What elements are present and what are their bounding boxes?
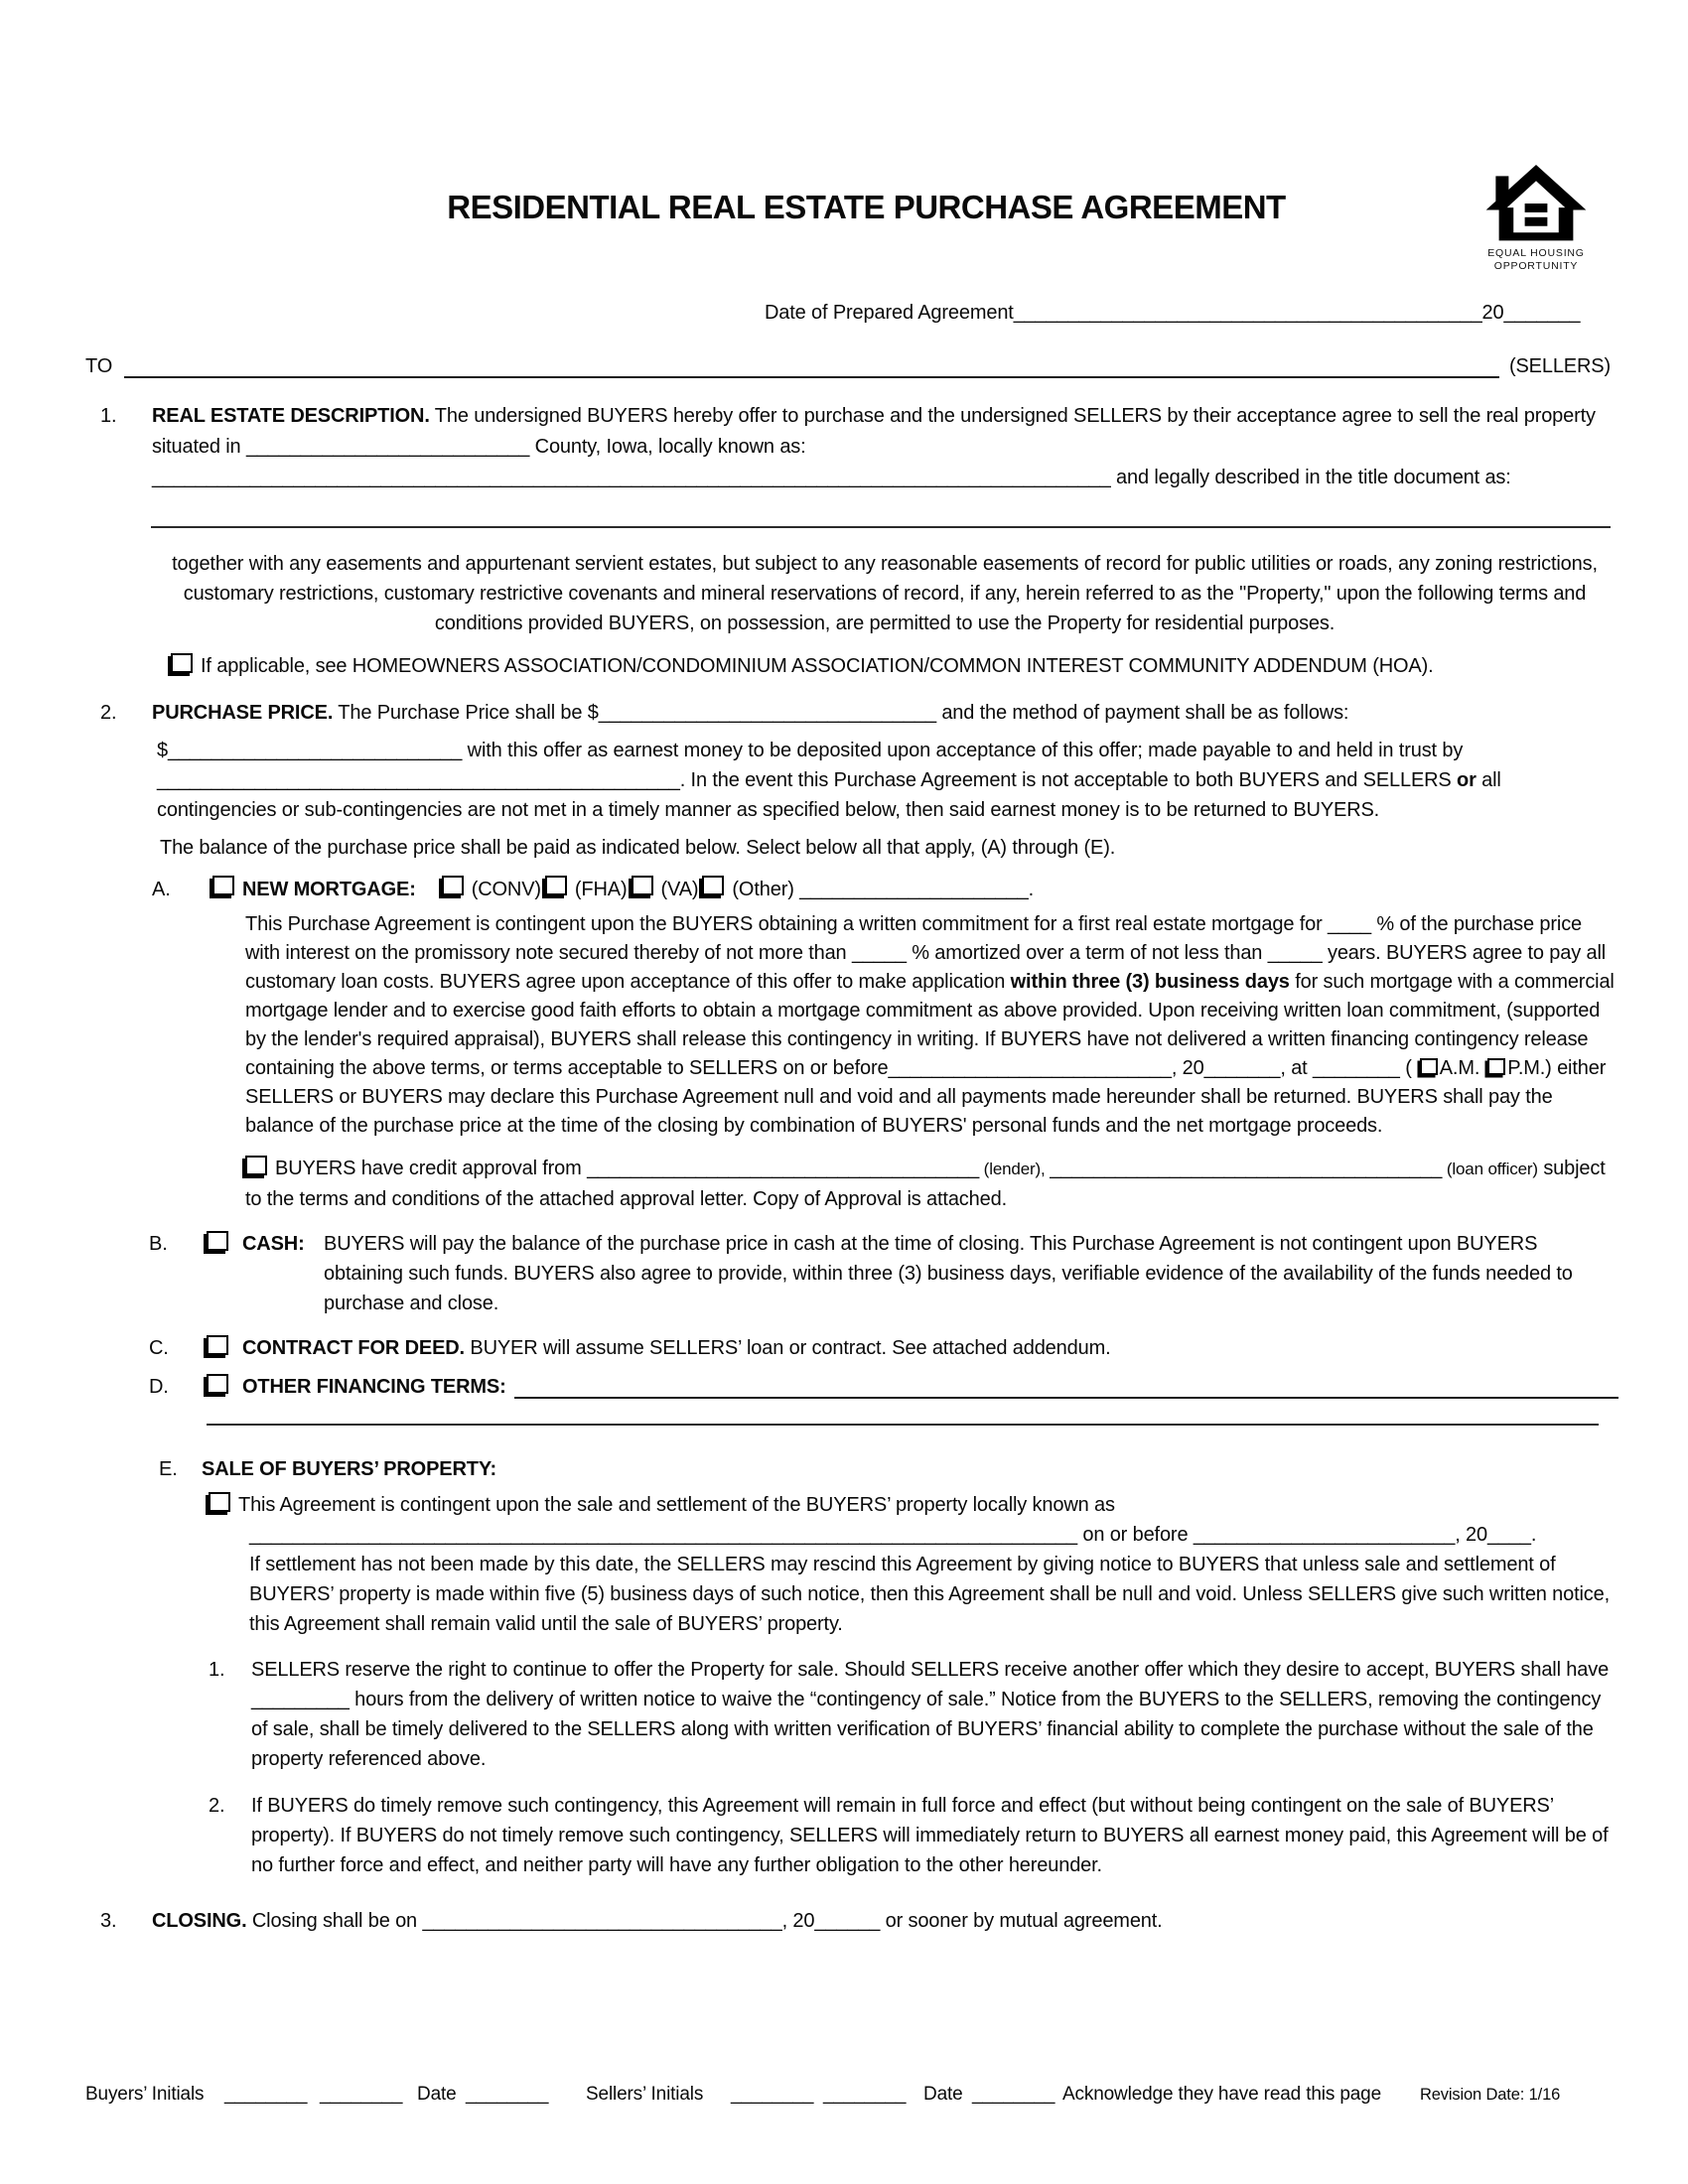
other-checkbox[interactable]	[702, 876, 724, 895]
other-label: (Other)	[732, 879, 794, 900]
e-subsection-1	[209, 1655, 1618, 1774]
s1-legal-text: and legally described in the title document as:	[1110, 467, 1511, 488]
settlement-year-text: , 20	[1455, 1524, 1487, 1546]
interest-percent-blank[interactable]: _____	[851, 942, 907, 964]
contract-for-deed-label: CONTRACT FOR DEED.	[242, 1337, 465, 1359]
document-body	[0, 396, 1688, 1936]
earnest-text: with this offer as earnest money to be deposited upon acceptance of this offer; made payable to and held in trust by	[462, 740, 1464, 761]
cash-text: BUYERS will pay the balance of the purchase price in cash at the time of closing. This Purchase Agreement is not contingent upon BUYERS obtaining such funds. BUYERS also agree to provide, within three (3) business days, verifiable evidence of the availability of the funds needed to purchase and close.	[324, 1233, 1573, 1314]
buyers-initials-label: Buyers’ Initials	[85, 2084, 205, 2105]
option-d-letter: D.	[149, 1376, 169, 1398]
other-financing-blank-line2[interactable]	[207, 1424, 1599, 1426]
closing-text-2: or sooner by mutual agreement.	[880, 1910, 1163, 1932]
section-purchase-price	[100, 698, 1618, 728]
closing-year-blank[interactable]: ______	[814, 1910, 881, 1932]
a-text-3: % amortized over a term of not less than	[906, 942, 1268, 964]
credit-approval-checkbox[interactable]	[245, 1156, 267, 1175]
closing-date-blank[interactable]: _________________________________	[422, 1910, 782, 1932]
option-a-row	[152, 875, 1618, 904]
section-2-heading: PURCHASE PRICE.	[152, 702, 334, 724]
section-real-estate-description	[100, 401, 1618, 493]
page-footer	[85, 2082, 1624, 2114]
equal-housing-caption-line2: OPPORTUNITY	[1493, 260, 1579, 272]
section-closing	[100, 1906, 1618, 1936]
am-label: A.M.	[1439, 1057, 1480, 1079]
new-mortgage-label: NEW MORTGAGE:	[242, 879, 416, 900]
earnest-money-paragraph	[157, 736, 1618, 825]
hoa-checkbox[interactable]	[171, 653, 193, 673]
section-3-number: 3.	[100, 1910, 117, 1932]
sellers-initials-blank-2[interactable]: ________	[823, 2084, 907, 2105]
prepared-date-row	[765, 298, 1580, 328]
after-or-text: all contingencies or sub-contingencies are not met in a timely manner as specified below, then said earnest money is to be returned to BUYERS.	[157, 769, 1501, 821]
buyers-property-blank[interactable]: ____________________________________________________________________________	[249, 1524, 1077, 1546]
fha-label: (FHA)	[574, 879, 628, 900]
closing-year-text: , 20	[781, 1910, 815, 1932]
option-e-row	[159, 1454, 1618, 1484]
sale-contingency-checkbox[interactable]	[209, 1492, 230, 1512]
am-checkbox[interactable]	[1420, 1058, 1438, 1075]
s2-intro2-text: and the method of payment shall be as follows:	[935, 702, 1349, 724]
revision-date-text: Revision Date: 1/16	[1420, 2086, 1561, 2104]
s1-together-paragraph: together with any easements and appurtenant servient estates, but subject to any reasonable easements of record for public utilities or roads, any zoning restrictions, customary restrictions, customary restrictive covenants and mineral reservations of record, if any, herein referred to as the "Property," upon the following terms and conditions provided BUYERS, on possession, are permitted to use the Property for residential purposes.	[172, 553, 1598, 634]
lender-label: (lender),	[979, 1160, 1051, 1178]
sellers-date-blank[interactable]: ________	[972, 2084, 1055, 2105]
equal-housing-house-icon	[1484, 163, 1588, 244]
va-checkbox[interactable]	[632, 876, 653, 895]
fha-checkbox[interactable]	[545, 876, 567, 895]
release-year-blank[interactable]: _______	[1203, 1057, 1281, 1079]
balance-paragraph: The balance of the purchase price shall be paid as indicated below. Select below all that apply, (A) through (E).	[160, 837, 1116, 859]
a-text-9: ) either SELLERS or BUYERS may declare this Purchase Agreement null and void and all payments made hereunder shall be returned. BUYERS shall pay the balance of the purchase price at the time of the closing by combination of BUYERS' personal funds and the net mortgage proceeds.	[245, 1057, 1607, 1137]
loan-officer-blank[interactable]: ____________________________________	[1050, 1158, 1443, 1179]
other-financing-blank[interactable]	[514, 1375, 1618, 1399]
contract-for-deed-text: BUYER will assume SELLERS’ loan or contract. See attached addendum.	[464, 1337, 1111, 1359]
option-d-row	[149, 1372, 1618, 1402]
section-1-heading: REAL ESTATE DESCRIPTION.	[152, 405, 430, 427]
conv-label: (CONV)	[471, 879, 541, 900]
prepared-year-blank[interactable]: _______	[1503, 302, 1581, 324]
prepared-date-blank[interactable]: ___________________________________________	[1013, 302, 1482, 324]
buyers-initials-blank-2[interactable]: ________	[320, 2084, 403, 2105]
buyers-date-label: Date	[417, 2084, 457, 2105]
settlement-year-blank[interactable]: ____	[1486, 1524, 1531, 1546]
a-text-5: for such mortgage with a commercial mortgage lender and to exercise good faith efforts to obtain a mortgage commitment as above provided. Upon receiving written loan commitment, (supported by the lender's required appraisal), BUYERS shall release this contingency in writing. If BUYERS have not delivered a written financing contingency release containing the above terms, or terms acceptable to SELLERS on or before	[245, 971, 1615, 1079]
or-bold: or	[1457, 769, 1477, 791]
hours-blank[interactable]: _________	[251, 1689, 350, 1710]
s1-county-text: County, Iowa, locally known as:	[529, 436, 806, 458]
option-b-letter: B.	[149, 1233, 168, 1255]
e-subsection-2	[209, 1791, 1618, 1880]
cash-checkbox[interactable]	[207, 1231, 228, 1251]
county-blank[interactable]: __________________________	[245, 436, 530, 458]
pm-checkbox[interactable]	[1487, 1058, 1505, 1075]
purchase-price-blank[interactable]: _______________________________	[598, 702, 936, 724]
to-label: TO	[85, 355, 113, 377]
s1-intro-text: The undersigned BUYERS hereby offer to purchase and the undersigned SELLERS by their acceptance agree to sell the real property situated in	[152, 405, 1596, 458]
prepared-year-prefix: 20	[1481, 302, 1504, 324]
buyers-property-address-row	[249, 1520, 1618, 1550]
a-text-1: This Purchase Agreement is contingent upon the BUYERS obtaining a written commitment for a first real estate mortgage for	[245, 913, 1329, 935]
other-financing-label: OTHER FINANCING TERMS:	[242, 1376, 506, 1398]
local-address-blank[interactable]: ________________________________________________________________________________________	[152, 467, 1111, 488]
section-1-number: 1.	[100, 405, 117, 427]
sale-contingency-row	[209, 1490, 1618, 1520]
a-text-6: , 20	[1171, 1057, 1204, 1079]
other-mortgage-blank[interactable]: _____________________	[799, 879, 1029, 900]
option-c-letter: C.	[149, 1337, 169, 1359]
option-e-letter: E.	[159, 1458, 178, 1480]
settlement-paragraph: If settlement has not been made by this date, the SELLERS may rescind this Agreement by giving notice to BUYERS that unless sale and settlement of BUYERS’ property is made within five (5) business days of such notice, then this Agreement shall be null and void. Unless SELLERS give such written notice, this Agreement shall remain valid until the sale of BUYERS’ property.	[249, 1554, 1611, 1635]
to-sellers-row	[85, 351, 1611, 381]
after-trust-text: . In the event this Purchase Agreement is not acceptable to both BUYERS and SELLERS	[679, 769, 1458, 791]
sellers-name-blank[interactable]	[124, 352, 1499, 378]
sellers-suffix: (SELLERS)	[1508, 355, 1611, 377]
acknowledge-text: Acknowledge they have read this page	[1062, 2084, 1381, 2105]
equal-housing-caption-line1: EQUAL HOUSING	[1487, 247, 1585, 259]
s2-intro-text: The Purchase Price shall be $	[333, 702, 599, 724]
closing-text: Closing shall be on	[246, 1910, 423, 1932]
trustee-blank[interactable]: ________________________________________________	[157, 769, 680, 791]
credit-text: BUYERS have credit approval from	[275, 1158, 588, 1179]
e-sub1-text-b: hours from the delivery of written notice to waive the “contingency of sale.” Notice from the BUYERS to the SELLERS, removing the contingency of sale, shall be timely delivered to the SELLERS along with written verification of BUYERS’ financial ability to complete the purchase without the sale of the property referenced above.	[251, 1689, 1602, 1770]
release-time-blank[interactable]: ________	[1313, 1057, 1400, 1079]
settlement-date-blank[interactable]: ________________________	[1193, 1524, 1456, 1546]
credit-approval-paragraph	[245, 1154, 1618, 1214]
a-text-8: (	[1399, 1057, 1412, 1079]
a-text-4: years. BUYERS agree to pay all customary loan costs. BUYERS agree upon acceptance of this offer to make application	[245, 942, 1607, 993]
option-a-letter: A.	[152, 879, 171, 900]
sellers-initials-label: Sellers’ Initials	[586, 2084, 704, 2105]
other-period: .	[1028, 879, 1034, 900]
sale-of-buyers-property-heading: SALE OF BUYERS’ PROPERTY:	[202, 1458, 497, 1480]
lender-blank[interactable]: ____________________________________	[587, 1158, 980, 1179]
hoa-text: If applicable, see HOMEOWNERS ASSOCIATION/CONDOMINIUM ASSOCIATION/COMMON INTEREST COMMUNITY ADDENDUM (HOA).	[201, 655, 1434, 677]
hoa-addendum-row	[167, 651, 1618, 681]
a-text-7: , at	[1280, 1057, 1313, 1079]
closing-heading: CLOSING.	[152, 1910, 247, 1932]
cash-label: CASH:	[242, 1233, 305, 1255]
equal-housing-logo	[1472, 163, 1601, 273]
sale-contingency-text: This Agreement is contingent upon the sale and settlement of the BUYERS’ property locally known as	[238, 1494, 1115, 1516]
mortgage-percent-blank[interactable]: ____	[1328, 913, 1371, 935]
section-2-number: 2.	[100, 702, 117, 724]
conv-checkbox[interactable]	[442, 876, 464, 895]
legal-description-blank-line[interactable]	[151, 526, 1611, 528]
option-c-row	[149, 1333, 1618, 1363]
a-text-2: % of the purchase price with interest on the promissory note secured thereby of not more than	[245, 913, 1583, 964]
new-mortgage-checkbox[interactable]	[212, 876, 234, 895]
e-sub1-number: 1.	[209, 1659, 225, 1681]
prepared-date-label: Date of Prepared Agreement	[765, 302, 1014, 324]
earnest-dollar-sign: $	[157, 740, 168, 761]
page-title: RESIDENTIAL REAL ESTATE PURCHASE AGREEMENT	[447, 189, 1286, 225]
credit-text-2: subject to the terms and conditions of the attached approval letter. Copy of Approval is attached.	[245, 1158, 1606, 1210]
on-or-before-text: on or before	[1076, 1524, 1194, 1546]
buyers-initials-blank-1[interactable]: ________	[224, 2084, 308, 2105]
term-years-blank[interactable]: _____	[1267, 942, 1323, 964]
earnest-amount-blank[interactable]: ___________________________	[167, 740, 463, 761]
loan-officer-label: (loan officer)	[1442, 1160, 1538, 1178]
other-financing-checkbox[interactable]	[207, 1374, 228, 1394]
e-sub2-number: 2.	[209, 1795, 225, 1817]
buyers-date-blank[interactable]: ________	[466, 2084, 549, 2105]
settlement-period: .	[1530, 1524, 1537, 1546]
pm-label: P.M.	[1507, 1057, 1546, 1079]
three-business-days-bold: within three (3) business days	[1010, 971, 1290, 993]
e-sub2-text: If BUYERS do timely remove such contingency, this Agreement will remain in full force and effect (but without being contingent on the sale of BUYERS’ property). If BUYERS do not timely remove such contingency, SELLERS will immediately return to BUYERS all earnest money paid, this Agreement will be of no further force and effect, and neither party will have any further obligation to the other hereunder.	[251, 1795, 1609, 1876]
sellers-date-label: Date	[923, 2084, 963, 2105]
option-b-row	[149, 1229, 1618, 1318]
sellers-initials-blank-1[interactable]: ________	[731, 2084, 814, 2105]
e-sub1-text-a: SELLERS reserve the right to continue to offer the Property for sale. Should SELLERS receive another offer which they desire to accept, BUYERS shall have	[251, 1659, 1610, 1681]
mortgage-contingency-paragraph	[245, 910, 1618, 1141]
contract-for-deed-checkbox[interactable]	[207, 1335, 228, 1355]
release-date-blank[interactable]: __________________________	[888, 1057, 1172, 1079]
va-label: (VA)	[660, 879, 699, 900]
